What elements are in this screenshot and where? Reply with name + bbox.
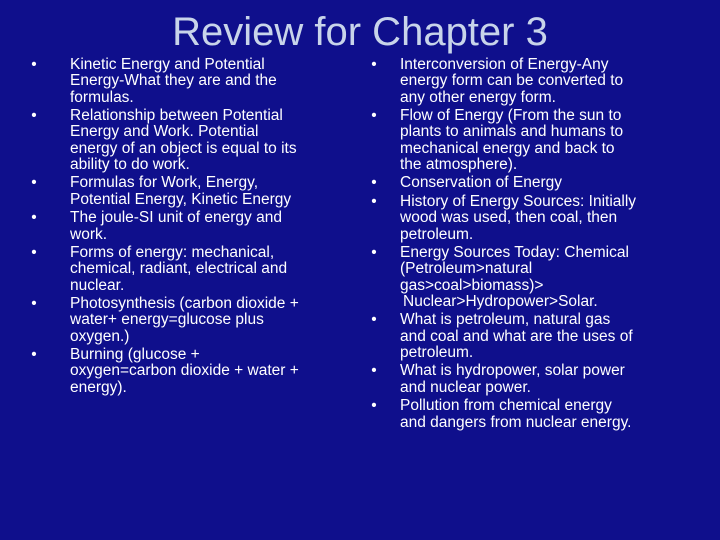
bullet-icon: • bbox=[371, 244, 377, 262]
bullet-icon: • bbox=[371, 397, 377, 415]
list-item bbox=[26, 245, 326, 294]
bullet-icon: • bbox=[371, 311, 377, 329]
list-item bbox=[364, 245, 684, 310]
bullet-icon: • bbox=[31, 107, 37, 125]
list-item bbox=[364, 57, 684, 106]
bullet-icon: • bbox=[371, 107, 377, 125]
list-item-continuation: Nuclear>Hydropower>Solar. bbox=[403, 292, 598, 310]
list-item bbox=[26, 296, 326, 345]
bullet-icon: • bbox=[31, 56, 37, 73]
list-item-text: Interconversion of Energy-Any energy form can be converted to any other energy form. bbox=[400, 56, 624, 106]
list-item bbox=[26, 210, 326, 243]
list-item-text: Conservation of Energy bbox=[400, 174, 562, 192]
bullet-icon: • bbox=[371, 174, 377, 192]
list-item-text: Photosynthesis (carbon dioxide + water+ energy=glucose plus oxygen.) bbox=[70, 295, 299, 345]
list-item-text: Flow of Energy (From the sun to plants to animals and humans to mechanical energy and back to the atmosphere). bbox=[400, 107, 624, 173]
list-item-text: Energy Sources Today: Chemical (Petroleum>natural gas>coal>biomass)> bbox=[400, 244, 629, 294]
bullet-icon: • bbox=[371, 56, 377, 73]
bullet-icon: • bbox=[31, 174, 37, 192]
list-item-text: Relationship between Potential Energy and Work. Potential energy of an object is equal to its ability to do work. bbox=[70, 107, 297, 173]
list-item-text: Burning (glucose + oxygen=carbon dioxide + water + energy). bbox=[70, 346, 299, 396]
bullet-icon: • bbox=[31, 295, 37, 313]
list-item-text: What is hydropower, solar power and nuclear power. bbox=[400, 362, 625, 396]
list-item bbox=[364, 363, 684, 396]
list-item bbox=[364, 312, 684, 361]
list-item bbox=[26, 57, 326, 106]
list-item-text: What is petroleum, natural gas and coal and what are the uses of petroleum. bbox=[400, 311, 633, 361]
bullet-icon: • bbox=[371, 362, 377, 380]
left-bullet-list bbox=[26, 57, 326, 398]
bullet-icon: • bbox=[31, 244, 37, 262]
list-item bbox=[26, 175, 326, 208]
list-item-text: The joule-SI unit of energy and work. bbox=[70, 209, 282, 243]
bullet-icon: • bbox=[31, 209, 37, 227]
list-item bbox=[364, 194, 684, 243]
list-item-text: Formulas for Work, Energy, Potential Energy, Kinetic Energy bbox=[70, 174, 292, 208]
list-item-text: Pollution from chemical energy and dangers from nuclear energy. bbox=[400, 397, 632, 431]
right-bullet-list bbox=[364, 57, 684, 433]
list-item-text: Forms of energy: mechanical, chemical, radiant, electrical and nuclear. bbox=[70, 244, 288, 294]
bullet-icon: • bbox=[31, 346, 37, 364]
slide-title: Review for Chapter 3 bbox=[172, 10, 548, 54]
list-item bbox=[364, 398, 684, 431]
list-item bbox=[364, 175, 684, 191]
list-item-text: Kinetic Energy and Potential Energy-What they are and the formulas. bbox=[70, 56, 277, 106]
list-item bbox=[26, 108, 326, 173]
list-item bbox=[364, 108, 684, 173]
list-item-text: History of Energy Sources: Initially wood was used, then coal, then petroleum. bbox=[400, 192, 637, 243]
list-item bbox=[26, 347, 326, 396]
bullet-icon: • bbox=[371, 192, 377, 210]
